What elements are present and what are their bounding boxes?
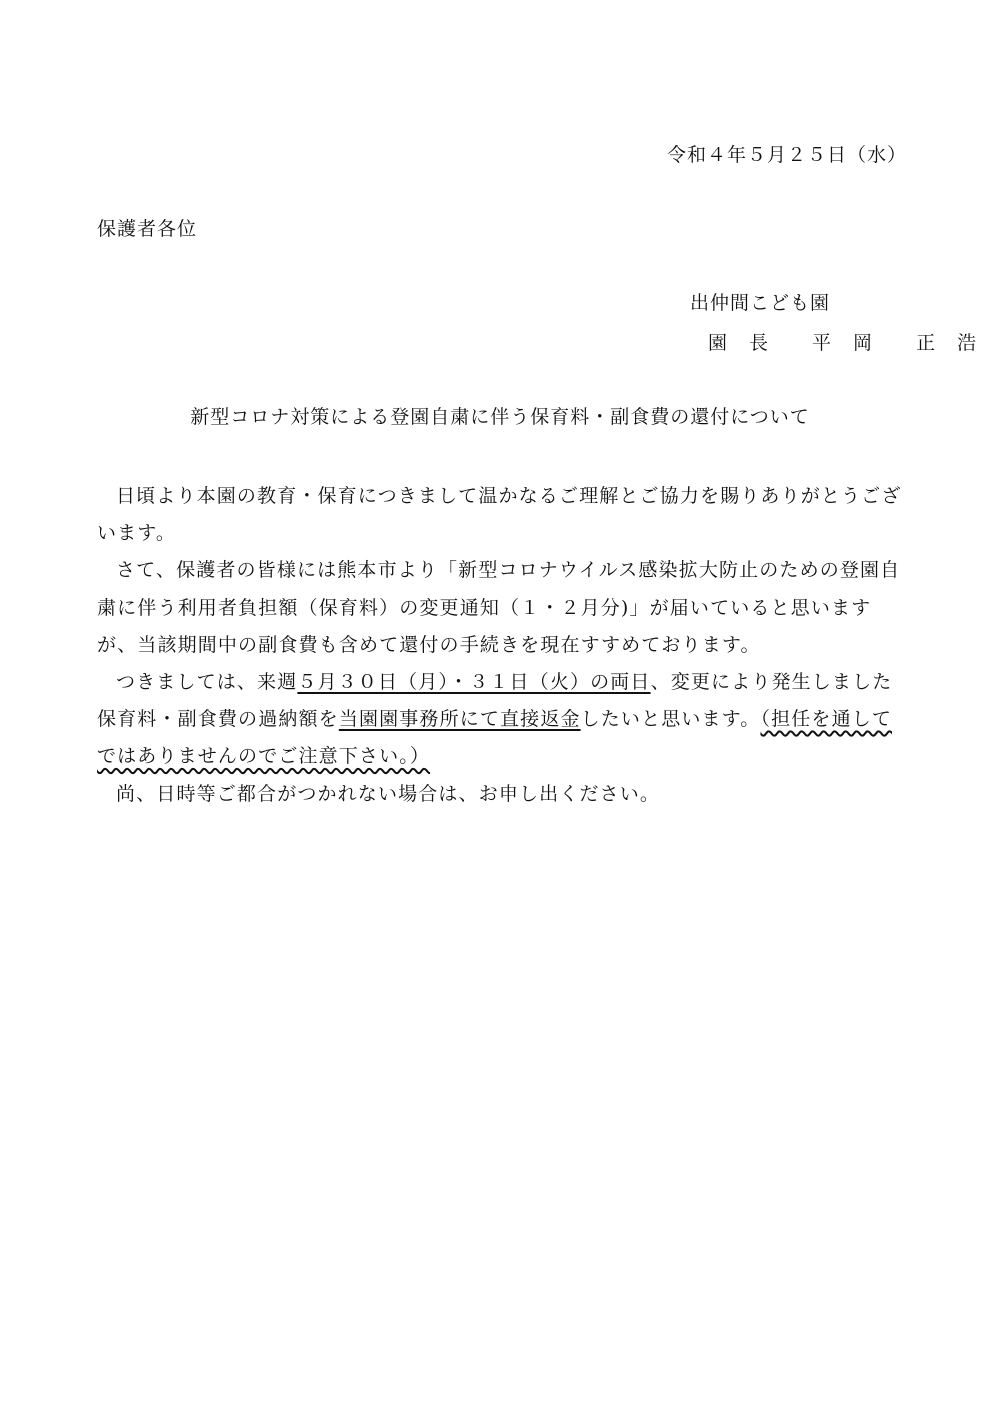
paragraph-greeting: 日頃より本園の教育・保育につきまして温かなるご理解とご協力を賜りありがとうございます。 <box>97 485 902 545</box>
paragraph-contact: 尚、日時等ご都合がつかれない場合は、お申し出ください。 <box>116 782 661 805</box>
addressee: 保護者各位 <box>97 218 198 240</box>
sender-organization: 出仲間こども園 <box>690 292 831 314</box>
principal-name-char: 平 <box>812 332 832 354</box>
refund-text: したいと思います。 <box>580 708 761 731</box>
refund-text: 、変更により発生しました保育料・副食費の過納額を <box>97 671 893 731</box>
refund-dates-underlined: ５月３０日（月）・３１日（火）の両日 <box>297 671 651 694</box>
refund-location-underlined: 当園園事務所にて直接返金 <box>338 708 581 731</box>
sender-principal <box>708 328 976 355</box>
paragraph-refund-details <box>97 664 903 776</box>
principal-name-char: 浩 <box>957 332 977 354</box>
document-date: 令和４年５月２５日（水） <box>666 144 907 166</box>
principal-name-char: 正 <box>916 332 936 354</box>
principal-title-char: 園 <box>708 332 728 354</box>
document-title: 新型コロナ対策による登園自粛に伴う保育料・副食費の還付について <box>190 406 810 428</box>
paragraph-notice: さて、保護者の皆様には熊本市より「新型コロナウイルス感染拡大防止のための登園自粛に伴う利用者負担額（保育料）の変更通知（１・２月分)」が届いていると思いますが、当該期間中の副食費も含めて還付の手続きを現在すすめております。 <box>97 559 901 656</box>
principal-title-char: 長 <box>749 332 769 354</box>
document-body <box>97 478 903 813</box>
refund-text: つきましては、来週 <box>116 671 298 694</box>
refund-caution-wavy: （担任を通してではありませんのでご注意下さい。） <box>97 708 893 768</box>
principal-name-char: 岡 <box>853 332 873 354</box>
